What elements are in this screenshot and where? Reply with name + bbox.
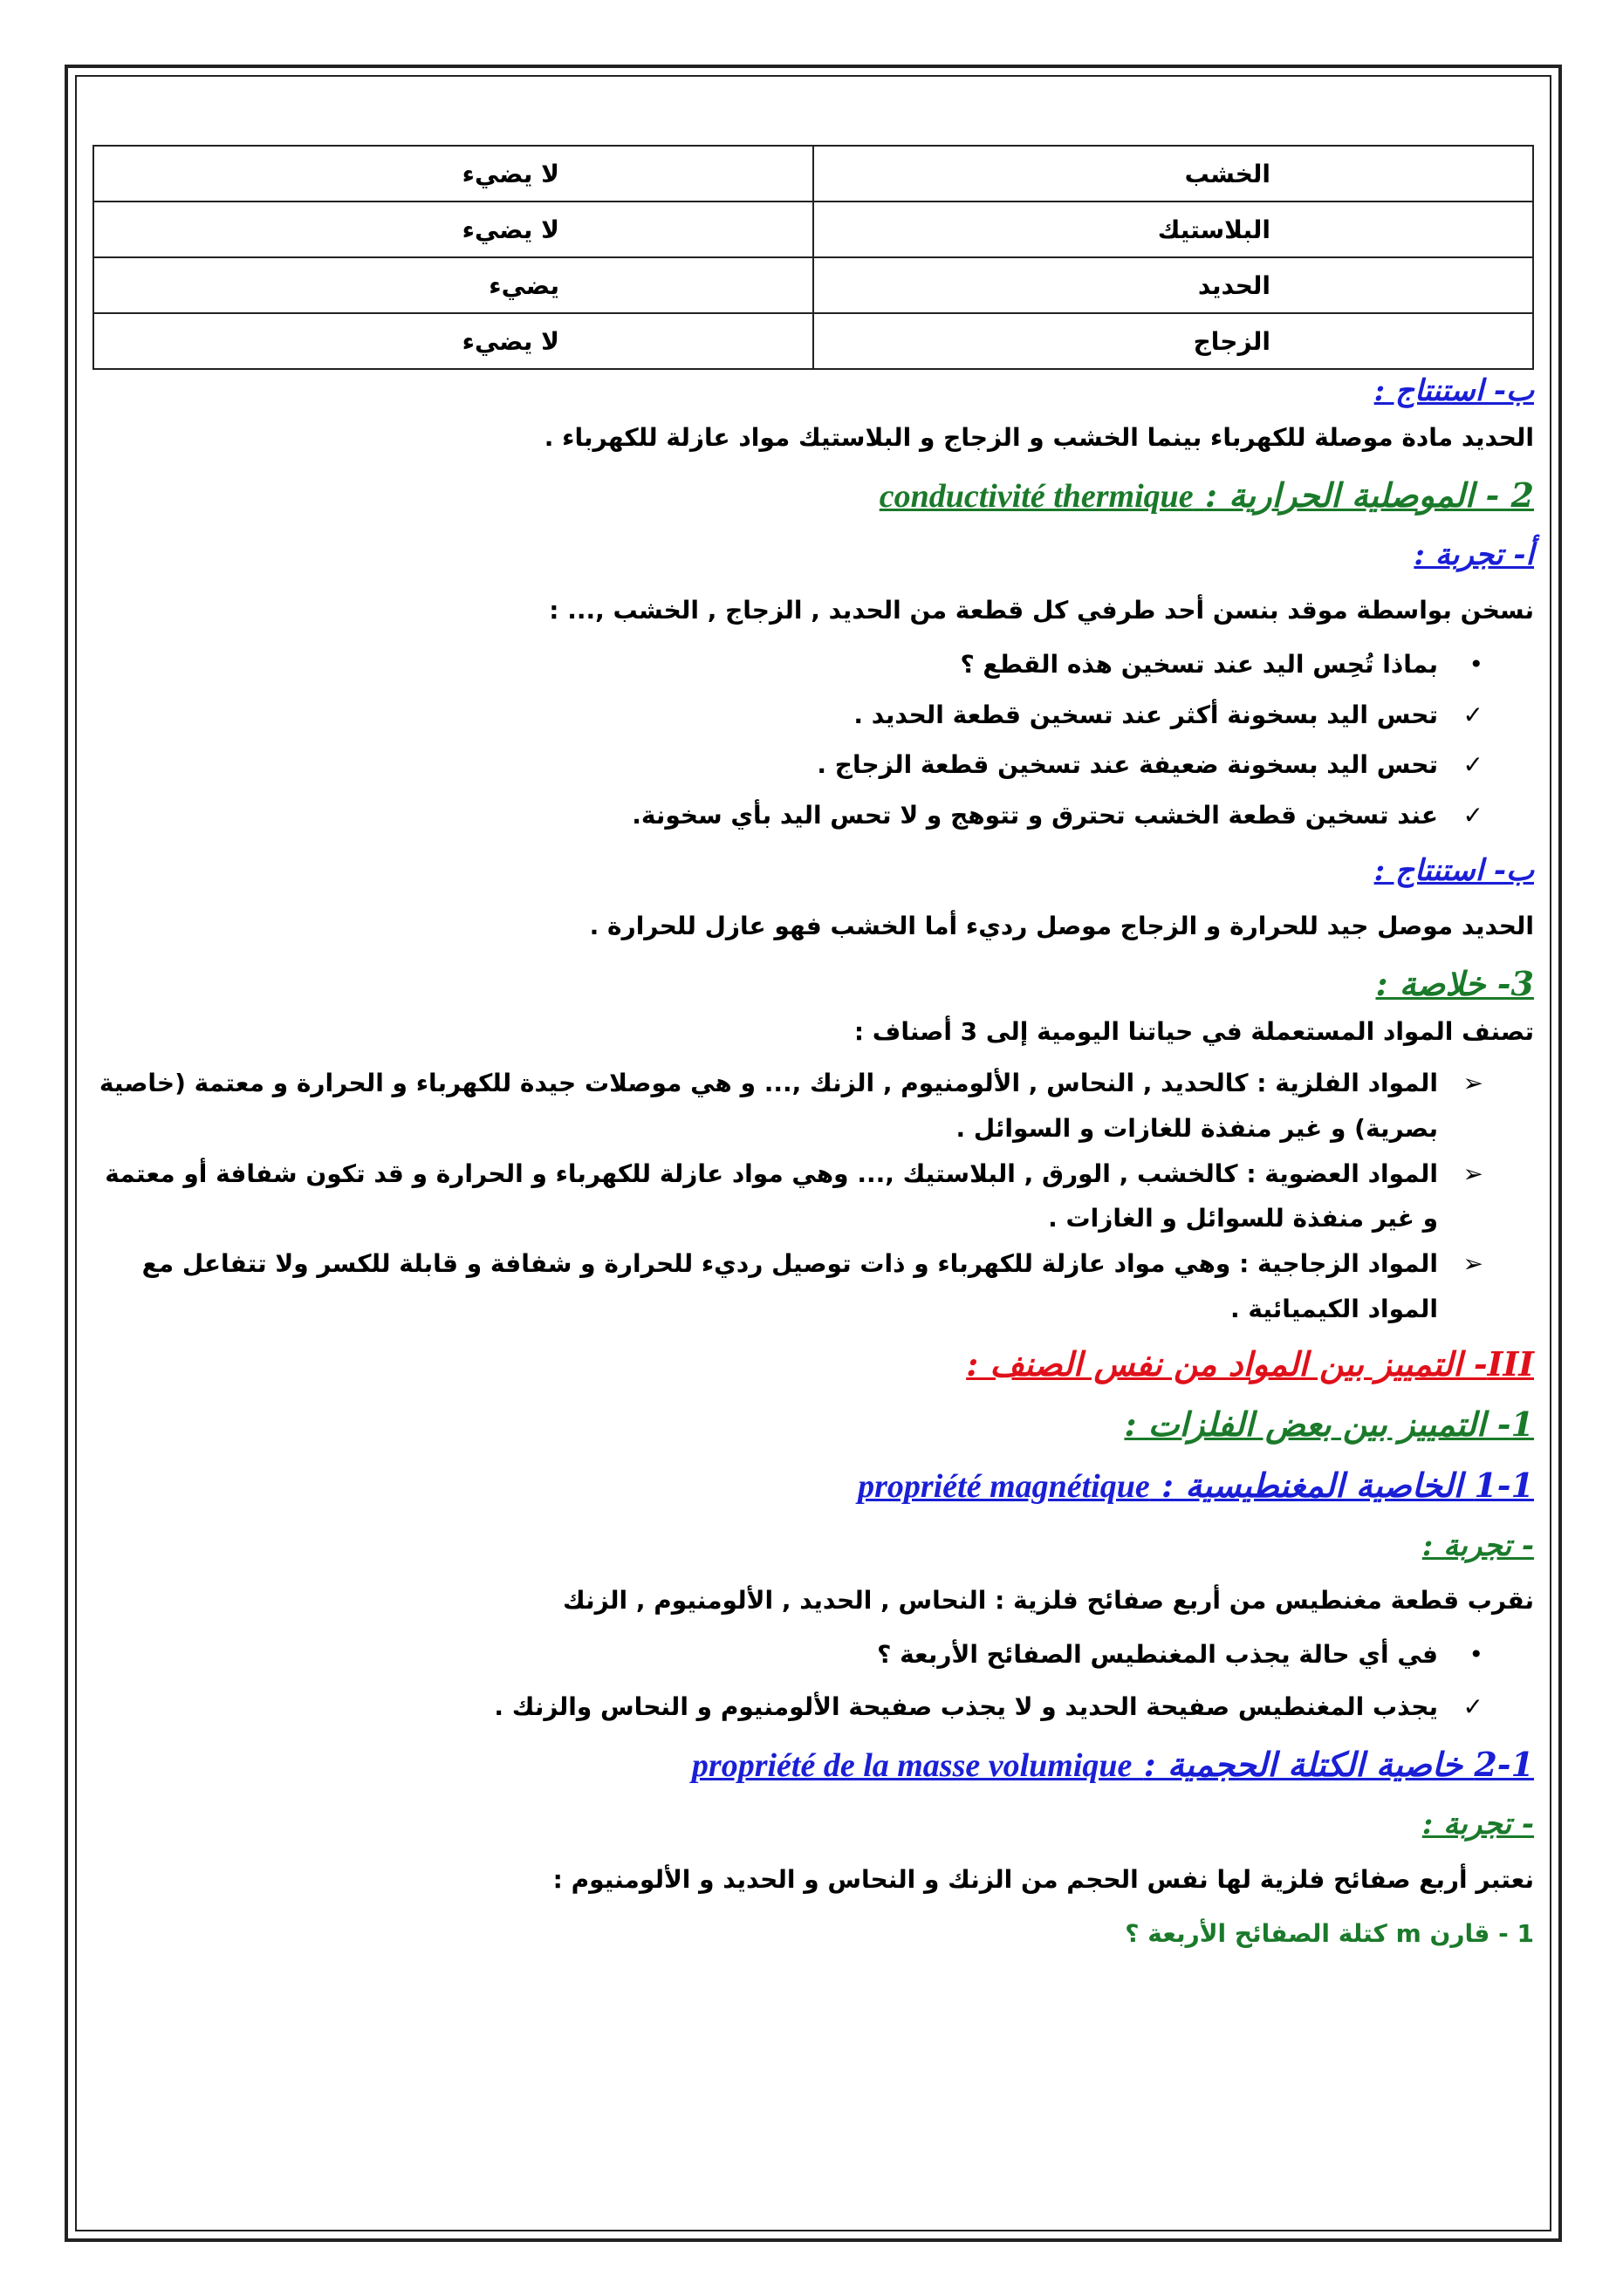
table-row bbox=[93, 313, 1533, 369]
heading-arabic: 2-1 خاصية الكتلة الحجمية : bbox=[1143, 1744, 1534, 1784]
check-icon: ✓ bbox=[1462, 750, 1483, 780]
experiment-heading: - تجربة : bbox=[1421, 1527, 1534, 1563]
magnetic-property-heading bbox=[92, 1466, 1534, 1507]
list-item bbox=[92, 1061, 1534, 1151]
result-cell: لا يضيء bbox=[93, 202, 813, 257]
density-property-heading bbox=[92, 1745, 1534, 1787]
experiment-results-table bbox=[92, 145, 1534, 370]
material-cell: البلاستيك bbox=[813, 202, 1533, 257]
table-row bbox=[93, 257, 1533, 313]
conclusion-heading: ب- استنتاج : bbox=[1373, 852, 1534, 888]
subsection-heading-metals: 1- التمييز بين بعض الفلزات : bbox=[1124, 1404, 1534, 1445]
answer-text: يجذب المغنطيس صفيحة الحديد و لا يجذب صفيحة الألومنيوم و النحاس والزنك . bbox=[494, 1691, 1438, 1721]
question-text: 1 - قارن m كتلة الصفائح الأربعة ؟ bbox=[1125, 1918, 1534, 1948]
heading-french: conductivité thermique bbox=[879, 477, 1194, 515]
answer-text: تحس اليد بسخونة ضعيفة عند تسخين قطعة الزجاج . bbox=[817, 750, 1438, 780]
list-item bbox=[92, 699, 1534, 732]
answer-text: تحس اليد بسخونة أكثر عند تسخين قطعة الحديد . bbox=[853, 700, 1438, 729]
section-heading-thermal bbox=[92, 475, 1534, 517]
list-item bbox=[92, 748, 1534, 782]
list-item bbox=[92, 1151, 1534, 1242]
arrow-bullet-icon: ➢ bbox=[1462, 1068, 1483, 1097]
heading-arabic: 1-1 الخاصية المغنطيسية : bbox=[1161, 1465, 1534, 1505]
question-list bbox=[92, 648, 1534, 832]
arrow-bullet-icon: ➢ bbox=[1462, 1158, 1483, 1188]
table-row bbox=[93, 146, 1533, 202]
summary-intro: تصنف المواد المستعملة في حياتنا اليومية إلى 3 أصناف : bbox=[853, 1017, 1534, 1047]
bullet-icon: • bbox=[1469, 1640, 1483, 1670]
check-icon: ✓ bbox=[1462, 700, 1483, 729]
question-list bbox=[92, 1638, 1534, 1724]
list-item bbox=[92, 1638, 1534, 1671]
experiment-heading: - تجربة : bbox=[1421, 1807, 1534, 1842]
list-item bbox=[92, 648, 1534, 681]
answer-text: عند تسخين قطعة الخشب تحترق و تتوهج و لا تحس اليد بأي سخونة. bbox=[632, 801, 1438, 830]
material-cell: الخشب bbox=[813, 146, 1533, 202]
conclusion-heading: ب- استنتاج : bbox=[1373, 373, 1534, 408]
list-item bbox=[92, 1691, 1534, 1724]
summary-heading: 3- خلاصة : bbox=[1375, 963, 1534, 1003]
question-text: في أي حالة يجذب المغنطيس الصفائح الأربعة ؟ bbox=[877, 1640, 1438, 1670]
item-text: المواد الزجاجية : وهي مواد عازلة للكهرباء و ذات توصيل رديء للحرارة و شفافة و قابلة للكسر ولا تتفاعل مع المواد الكيميائية . bbox=[141, 1249, 1438, 1323]
arrow-bullet-icon: ➢ bbox=[1462, 1249, 1483, 1279]
result-cell: لا يضيء bbox=[93, 146, 813, 202]
bullet-icon: • bbox=[1469, 649, 1483, 679]
section-heading-distinguish: III- التمييز بين المواد من نفس الصنف : bbox=[966, 1343, 1534, 1384]
result-cell: لا يضيء bbox=[93, 313, 813, 369]
table-row bbox=[93, 202, 1533, 257]
heading-french: propriété magnétique bbox=[858, 1467, 1150, 1505]
check-icon: ✓ bbox=[1462, 801, 1483, 830]
document-content bbox=[92, 145, 1534, 1951]
material-cell: الحديد bbox=[813, 257, 1533, 313]
check-icon: ✓ bbox=[1462, 1691, 1483, 1721]
material-cell: الزجاج bbox=[813, 313, 1533, 369]
conclusion-text: الحديد مادة موصلة للكهرباء بينما الخشب و الزجاج و البلاستيك مواد عازلة للكهرباء . bbox=[544, 422, 1534, 452]
experiment-text: نعتبر أربع صفائح فلزية لها نفس الحجم من الزنك و النحاس و الحديد و الألومنيوم : bbox=[552, 1865, 1534, 1895]
item-text: المواد العضوية : كالخشب , الورق , البلاستيك ,... وهي مواد عازلة للكهرباء و الحرارة و قد تكون شفافة أو معتمة و غير منفذة للسوائل و الغازات . bbox=[105, 1158, 1438, 1233]
list-item bbox=[92, 799, 1534, 832]
heading-arabic: 2 - الموصلية الحرارية : bbox=[1204, 475, 1534, 515]
experiment-text: نسخن بواسطة موقد بنسن أحد طرفي كل قطعة من الحديد , الزجاج , الخشب ,... : bbox=[549, 595, 1534, 625]
experiment-text: نقرب قطعة مغنطيس من أربع صفائح فلزية : النحاس , الحديد , الألومنيوم , الزنك bbox=[563, 1586, 1534, 1616]
question-text: بماذا تُحِس اليد عند تسخين هذه القطع ؟ bbox=[960, 649, 1438, 679]
list-item bbox=[92, 1241, 1534, 1332]
result-cell: يضيء bbox=[93, 257, 813, 313]
heading-french: propriété de la masse volumique bbox=[691, 1746, 1133, 1784]
experiment-heading: أ- تجربة : bbox=[1414, 537, 1534, 573]
conclusion-text: الحديد موصل جيد للحرارة و الزجاج موصل رديء أما الخشب فهو عازل للحرارة . bbox=[589, 911, 1534, 940]
material-classes-list bbox=[92, 1061, 1534, 1332]
item-text: المواد الفلزية : كالحديد , النحاس , الألومنيوم , الزنك ,... و هي موصلات جيدة للكهرباء و الحرارة و معتمة (خاصية بصرية) و غير منفذة للغازات و السوائل . bbox=[99, 1068, 1438, 1143]
